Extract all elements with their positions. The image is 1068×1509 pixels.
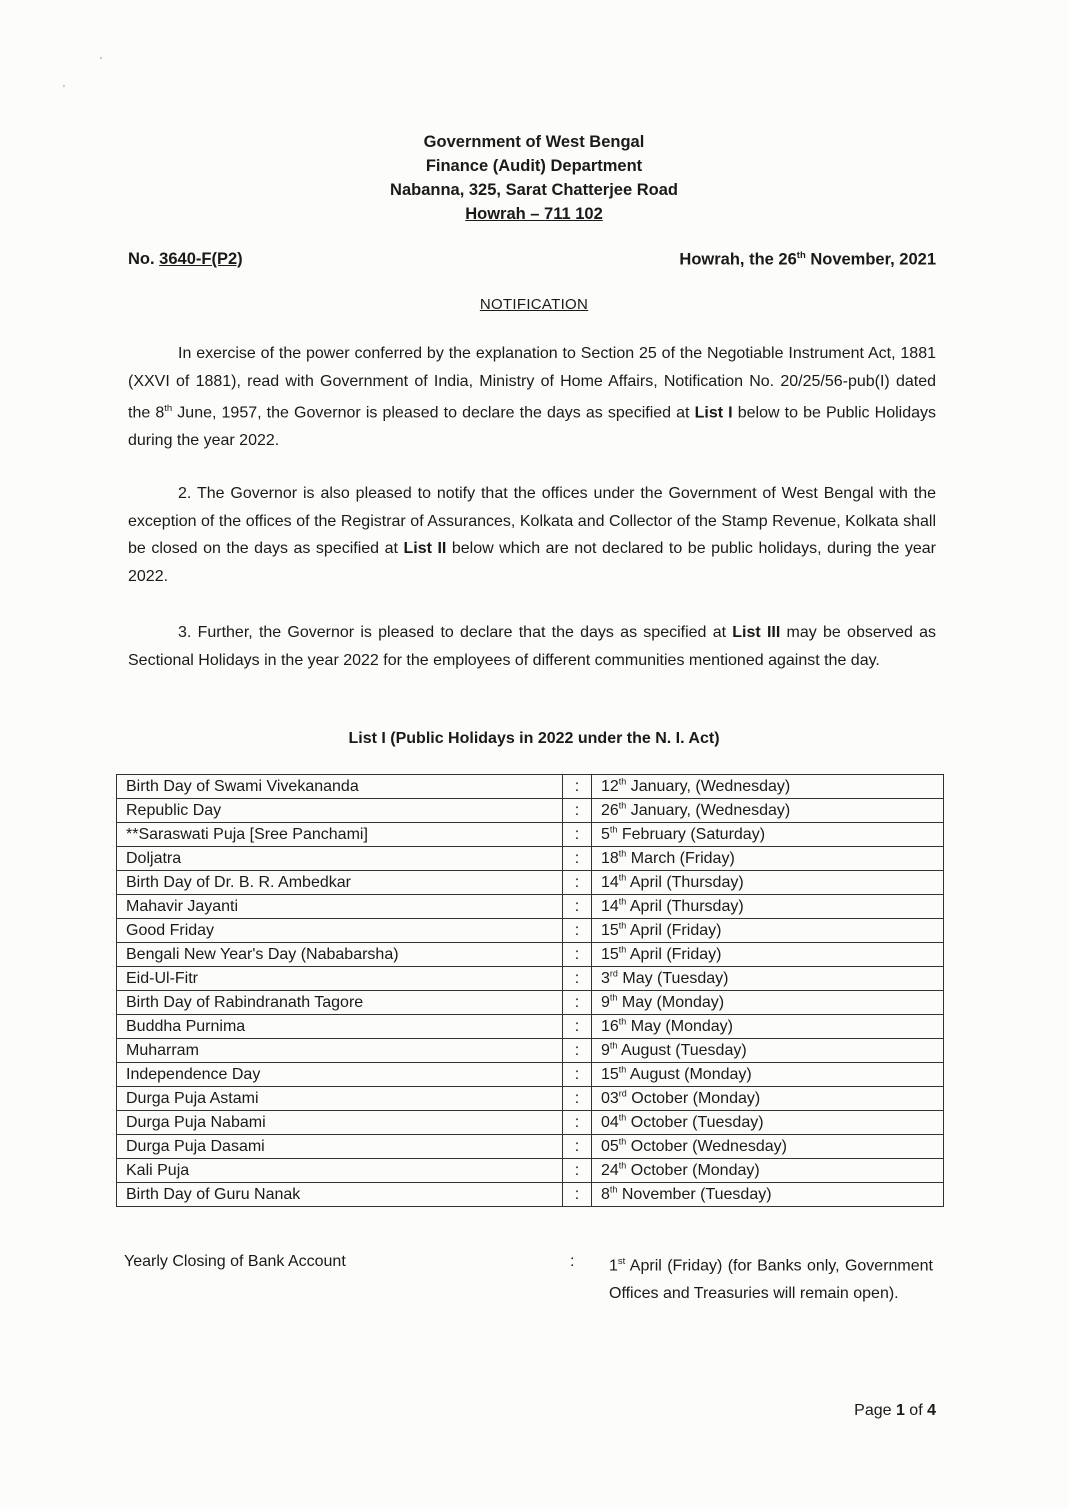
- holiday-day: 14: [601, 874, 619, 891]
- holiday-name: Mahavir Jayanti: [117, 895, 563, 919]
- page-no-pre: Page: [854, 1402, 896, 1419]
- holiday-month-weekday: November (Tuesday): [617, 1186, 772, 1203]
- holiday-row: [117, 1039, 944, 1063]
- holiday-month-weekday: March (Friday): [626, 850, 735, 867]
- holiday-day: 9: [601, 994, 610, 1011]
- holiday-day: 24: [601, 1162, 619, 1179]
- letterhead: [0, 130, 1068, 226]
- place-date-pre: Howrah, the 26: [679, 250, 797, 269]
- holiday-row: [117, 1063, 944, 1087]
- holiday-name: Muharram: [117, 1039, 563, 1063]
- holiday-name: Durga Puja Nabami: [117, 1111, 563, 1135]
- holiday-day: 12: [601, 778, 619, 795]
- holiday-date: [592, 1183, 944, 1207]
- holiday-colon: :: [563, 799, 592, 823]
- holiday-month-weekday: October (Monday): [626, 1162, 760, 1179]
- paragraph-3: [128, 619, 936, 674]
- holiday-row: [117, 847, 944, 871]
- holiday-day-suffix: th: [618, 848, 627, 859]
- holiday-colon: :: [563, 1039, 592, 1063]
- closing-rest: April (Friday) (for Banks only, Government Offices and Treasuries will remain open).: [609, 1257, 933, 1303]
- yearly-closing-colon: :: [570, 1253, 575, 1270]
- holiday-name: **Saraswati Puja [Sree Panchami]: [117, 823, 563, 847]
- holiday-name: Independence Day: [117, 1063, 563, 1087]
- p1-list-ref: List I: [694, 404, 733, 422]
- holiday-colon: :: [563, 1087, 592, 1111]
- holiday-name: Birth Day of Dr. B. R. Ambedkar: [117, 871, 563, 895]
- holiday-colon: :: [563, 1111, 592, 1135]
- holiday-name: Bengali New Year's Day (Nababarsha): [117, 943, 563, 967]
- holiday-name: Eid-Ul-Fitr: [117, 967, 563, 991]
- holiday-name: Republic Day: [117, 799, 563, 823]
- holiday-day: 16: [601, 1018, 619, 1035]
- p1-sup: th: [164, 403, 173, 414]
- holiday-date: [592, 1135, 944, 1159]
- holiday-colon: :: [563, 1135, 592, 1159]
- holiday-month-weekday: May (Monday): [626, 1018, 734, 1035]
- closing-sup: st: [617, 1256, 626, 1267]
- holiday-date: [592, 871, 944, 895]
- paragraph-1: [128, 340, 936, 454]
- holiday-colon: :: [563, 871, 592, 895]
- letterhead-line-4: Howrah – 711 102: [465, 205, 603, 223]
- holiday-day-suffix: th: [618, 896, 627, 907]
- holiday-day: 15: [601, 1066, 619, 1083]
- holiday-row: [117, 895, 944, 919]
- holiday-day-suffix: th: [618, 1136, 627, 1147]
- holiday-colon: :: [563, 943, 592, 967]
- holiday-row: [117, 823, 944, 847]
- holiday-colon: :: [563, 1063, 592, 1087]
- holiday-day: 3: [601, 970, 610, 987]
- holiday-day-suffix: th: [618, 776, 627, 787]
- holiday-name: Birth Day of Swami Vivekananda: [117, 775, 563, 799]
- p3-list-ref: List III: [732, 624, 781, 641]
- page-number: [854, 1402, 936, 1420]
- holiday-date: [592, 1015, 944, 1039]
- holiday-colon: :: [563, 847, 592, 871]
- page-no-current: 1: [895, 1402, 905, 1419]
- holiday-month-weekday: April (Friday): [626, 946, 722, 963]
- holiday-date: [592, 799, 944, 823]
- holiday-row: [117, 1135, 944, 1159]
- list-1-title: List I (Public Holidays in 2022 under the N. I. Act): [348, 730, 720, 747]
- holiday-day-suffix: th: [618, 920, 627, 931]
- letterhead-line-3: Nabanna, 325, Sarat Chatterjee Road: [390, 181, 678, 199]
- paragraph-2: [128, 480, 936, 590]
- holiday-month-weekday: May (Tuesday): [617, 970, 729, 987]
- p3-text-a: 3. Further, the Governor is pleased to declare that the days as specified at: [178, 624, 733, 641]
- holiday-date: [592, 1111, 944, 1135]
- holiday-row: [117, 1015, 944, 1039]
- holiday-row: [117, 775, 944, 799]
- holiday-day-suffix: th: [618, 1016, 627, 1027]
- holiday-month-weekday: April (Thursday): [626, 898, 744, 915]
- holiday-month-weekday: February (Saturday): [617, 826, 766, 843]
- holiday-date: [592, 823, 944, 847]
- holiday-name: Buddha Purnima: [117, 1015, 563, 1039]
- p2-text-b: below which are not declared to be public holidays, during the year 2022.: [128, 540, 936, 585]
- holiday-row: [117, 1183, 944, 1207]
- p2-text-a: 2. The Governor is also pleased to notify that the offices under the Government of West Bengal with the exception of the offices of the Registrar of Assurances, Kolkata and Collector of the Stamp Revenue, Kolkata shall be closed on the days as specified at: [128, 485, 936, 557]
- holiday-day-suffix: rd: [609, 968, 618, 979]
- holiday-month-weekday: August (Monday): [626, 1066, 752, 1083]
- holiday-row: [117, 919, 944, 943]
- holiday-row: [117, 799, 944, 823]
- holiday-month-weekday: April (Friday): [626, 922, 722, 939]
- holiday-month-weekday: April (Thursday): [626, 874, 744, 891]
- holiday-name: Durga Puja Dasami: [117, 1135, 563, 1159]
- closing-day: 1: [609, 1257, 618, 1275]
- holiday-month-weekday: May (Monday): [617, 994, 725, 1011]
- holiday-day: 9: [601, 1042, 610, 1059]
- holiday-day-suffix: th: [618, 1112, 627, 1123]
- holiday-month-weekday: August (Tuesday): [617, 1042, 747, 1059]
- holiday-date: [592, 1159, 944, 1183]
- holiday-day-suffix: rd: [618, 1088, 627, 1099]
- holiday-day-suffix: th: [609, 1040, 618, 1051]
- holiday-day: 18: [601, 850, 619, 867]
- holiday-day-suffix: th: [618, 800, 627, 811]
- p2-list-ref: List II: [403, 540, 447, 557]
- page-no-mid: of: [904, 1402, 928, 1419]
- holiday-colon: :: [563, 1183, 592, 1207]
- memo-number: [128, 250, 243, 269]
- holiday-day: 26: [601, 802, 619, 819]
- holiday-day-suffix: th: [618, 944, 627, 955]
- holiday-day: 05: [601, 1138, 619, 1155]
- holiday-colon: :: [563, 1015, 592, 1039]
- page-no-total: 4: [927, 1402, 936, 1419]
- holiday-colon: :: [563, 991, 592, 1015]
- holiday-date: [592, 943, 944, 967]
- holiday-name: Birth Day of Rabindranath Tagore: [117, 991, 563, 1015]
- holiday-day: 14: [601, 898, 619, 915]
- holiday-date: [592, 1039, 944, 1063]
- holiday-month-weekday: October (Monday): [626, 1090, 761, 1107]
- holiday-day: 03: [601, 1090, 619, 1107]
- scan-speck: ': [63, 84, 65, 95]
- holiday-colon: :: [563, 895, 592, 919]
- holiday-date: [592, 775, 944, 799]
- holiday-name: Doljatra: [117, 847, 563, 871]
- holiday-colon: :: [563, 775, 592, 799]
- holiday-row: [117, 943, 944, 967]
- yearly-closing-label: Yearly Closing of Bank Account: [124, 1253, 346, 1270]
- holiday-row: [117, 1087, 944, 1111]
- holiday-date: [592, 919, 944, 943]
- holiday-row: [117, 967, 944, 991]
- holiday-date: [592, 895, 944, 919]
- holiday-date: [592, 847, 944, 871]
- public-holidays-table: [116, 774, 944, 1207]
- holiday-row: [117, 1111, 944, 1135]
- holiday-name: Kali Puja: [117, 1159, 563, 1183]
- holiday-date: [592, 991, 944, 1015]
- holiday-day-suffix: th: [609, 824, 618, 835]
- holiday-colon: :: [563, 919, 592, 943]
- holiday-day-suffix: th: [618, 872, 627, 883]
- holiday-day-suffix: th: [609, 992, 618, 1003]
- holiday-row: [117, 871, 944, 895]
- holiday-colon: :: [563, 823, 592, 847]
- holiday-day-suffix: th: [609, 1184, 618, 1195]
- memo-number-value: 3640-F(P2): [159, 250, 243, 268]
- holiday-date: [592, 1063, 944, 1087]
- scan-speck: ': [100, 56, 102, 67]
- holiday-day: 15: [601, 922, 619, 939]
- p3-text-b: may be observed as Sectional Holidays in the year 2022 for the employees of different communities mentioned against the day.: [128, 624, 937, 669]
- holiday-name: Durga Puja Astami: [117, 1087, 563, 1111]
- letterhead-line-1: Government of West Bengal: [423, 133, 645, 151]
- p1-text-a: In exercise of the power conferred by the explanation to Section 25 of the Negotiable Instrument Act, 1881 (XXVI of 1881), read with Government of India, Ministry of Home Affairs, Notification No. 20/25/56-pub(I) dated the 8: [128, 345, 936, 422]
- holiday-row: [117, 991, 944, 1015]
- holiday-day: 15: [601, 946, 619, 963]
- holiday-month-weekday: January, (Wednesday): [626, 802, 791, 819]
- holiday-colon: :: [563, 967, 592, 991]
- holiday-day: 8: [601, 1186, 610, 1203]
- place-date-sup: th: [796, 250, 806, 261]
- yearly-closing-date: [609, 1248, 933, 1308]
- holiday-colon: :: [563, 1159, 592, 1183]
- p1-text-c: below to be Public Holidays during the year 2022.: [128, 404, 937, 449]
- holiday-day-suffix: th: [618, 1160, 627, 1171]
- holiday-date: [592, 967, 944, 991]
- holiday-date: [592, 1087, 944, 1111]
- holiday-day: 5: [601, 826, 610, 843]
- notification-title: NOTIFICATION: [479, 296, 589, 313]
- holiday-month-weekday: October (Wednesday): [626, 1138, 787, 1155]
- holiday-name: Good Friday: [117, 919, 563, 943]
- holiday-month-weekday: October (Tuesday): [626, 1114, 764, 1131]
- holiday-name: Birth Day of Guru Nanak: [117, 1183, 563, 1207]
- p1-text-b: June, 1957, the Governor is pleased to declare the days as specified at: [172, 404, 695, 422]
- letterhead-line-2: Finance (Audit) Department: [425, 157, 643, 175]
- memo-prefix: No.: [128, 250, 160, 268]
- holiday-day-suffix: th: [618, 1064, 627, 1075]
- place-date: [679, 250, 936, 270]
- holiday-day: 04: [601, 1114, 619, 1131]
- place-date-post: November, 2021: [805, 250, 936, 269]
- holiday-row: [117, 1159, 944, 1183]
- holiday-month-weekday: January, (Wednesday): [626, 778, 791, 795]
